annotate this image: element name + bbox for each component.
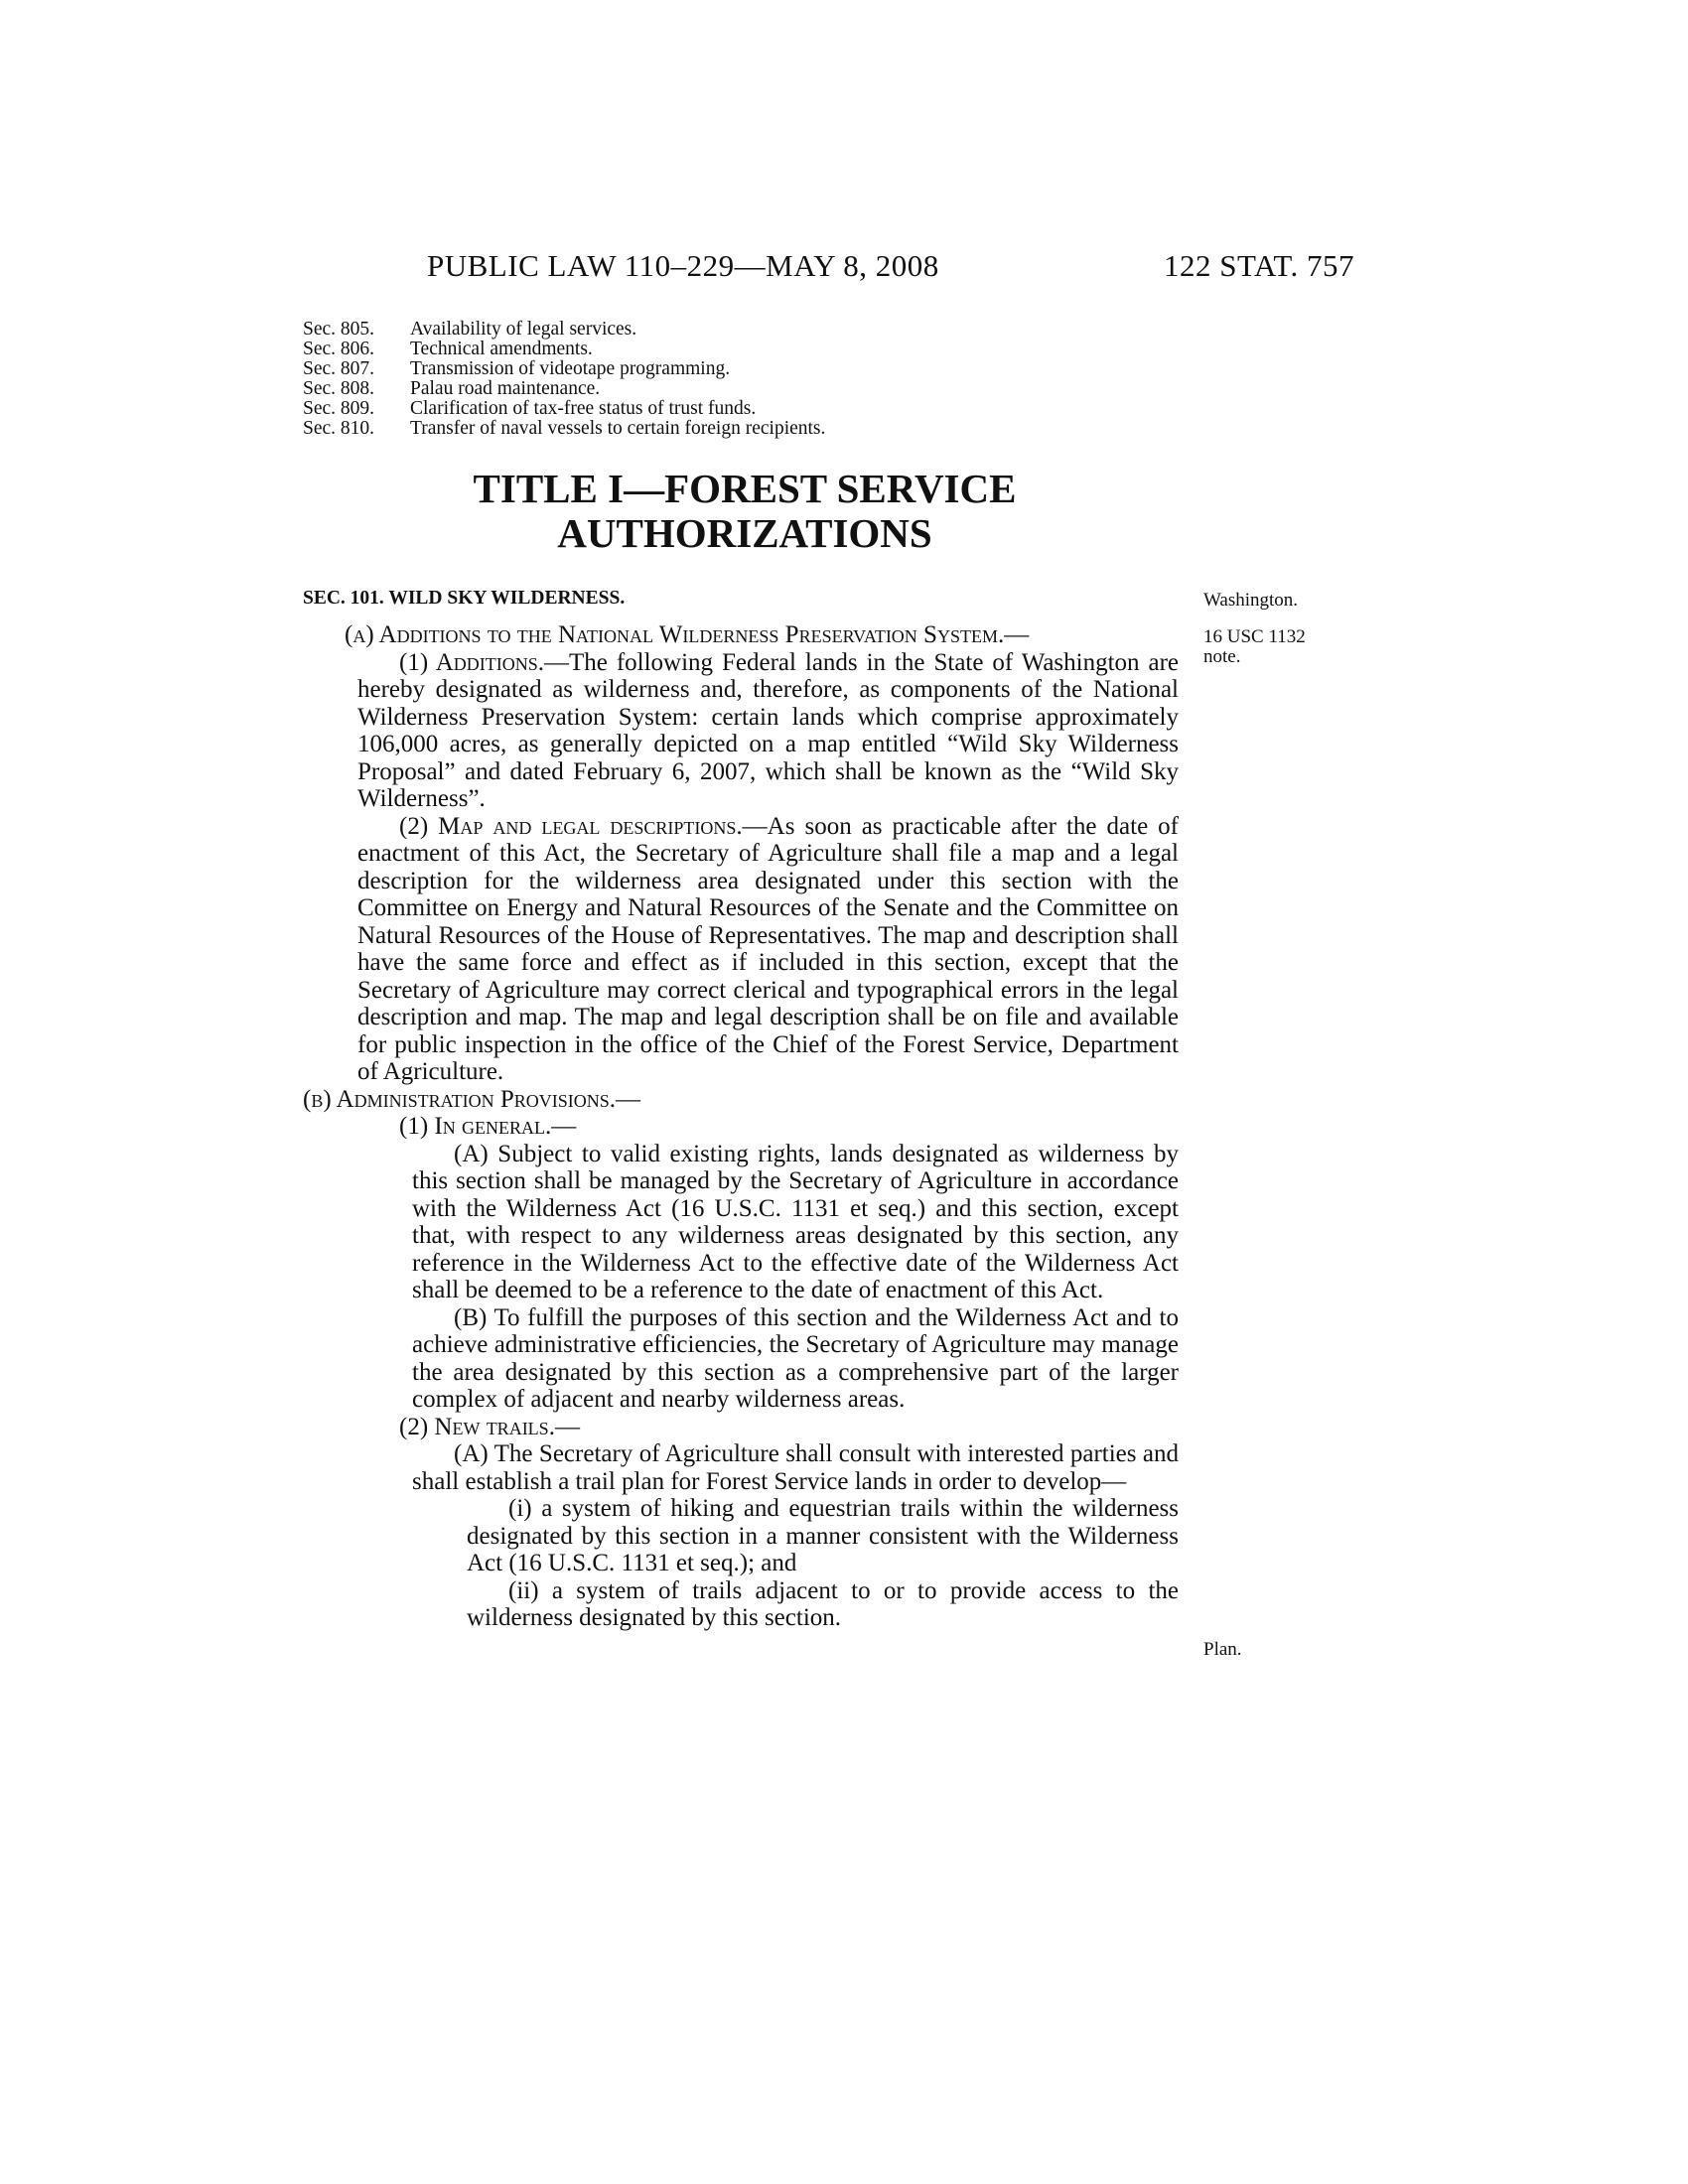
paragraph-a2: (2) Map and legal descriptions.—As soon as practicable after the date of enactment of this Act, the Secretary of Agriculture shall file a map and a legal description for the wilderness area designated under this section with the Committee on Energy and Natural Resources of the Senate and the Committee on Natural Resources of the House of Representatives. The map and description shall have the same force and effect as if included in this section, except that the Secretary of Agriculture may correct clerical and typographical errors in the legal description and map. The map and legal description shall be on file and available for public inspection in the office of the Chief of the Forest Service, Department of Agriculture. (357, 812, 1179, 1085)
section-heading: SEC. 101. WILD SKY WILDERNESS. (303, 588, 626, 609)
paragraph-b1-heading: (1) In general.— (399, 1113, 577, 1140)
subparagraph-b1B: (B) To fulfill the purposes of this section and the Wilderness Act and to achieve administrative efficiencies, the Secretary of Agriculture may manage the area designated by this section as a comprehensive part of the larger complex of adjacent and nearby wilderness areas. (412, 1303, 1179, 1413)
subsection-a-heading: (a) Additions to the National Wilderness Preservation System.— (345, 621, 1030, 648)
toc-item: Sec. 810. Transfer of naval vessels to certain foreign recipients. (303, 418, 826, 439)
clause-b2Aii: (ii) a system of trails adjacent to or to provide access to the wilderness designated by this section. (467, 1576, 1179, 1631)
toc-item: Sec. 808. Palau road maintenance. (303, 378, 601, 399)
page-stat-number: 122 STAT. 757 (1164, 248, 1355, 283)
clause-b2Ai: (i) a system of hiking and equestrian trails within the wilderness designated by this section in a manner consistent with the Wilderness Act (16 U.S.C. 1131 et seq.); and (467, 1495, 1179, 1576)
paragraph-a1: (1) Additions.—The following Federal lands in the State of Washington are hereby designated as wilderness and, therefore, as components of the National Wilderness Preservation System: certain lands which comprise approximately 106,000 acres, as generally depicted on a map entitled “Wild Sky Wilderness Proposal” and dated February 6, 2007, which shall be known as the “Wild Sky Wilderness”. (357, 648, 1179, 812)
toc-item: Sec. 807. Transmission of videotape programming. (303, 358, 731, 379)
title-heading (298, 467, 1192, 556)
running-header-title: PUBLIC LAW 110–229—MAY 8, 2008 (427, 248, 939, 283)
subsection-b-heading: (b) Administration Provisions.— (303, 1085, 640, 1113)
margin-note-plan: Plan. (1203, 1639, 1242, 1660)
table-of-contents (303, 320, 825, 439)
subparagraph-b1A: (A) Subject to valid existing rights, lands designated as wilderness by this section shall be managed by the Secretary of Agriculture in accordance with the Wilderness Act (16 U.S.C. 1131 et seq.) and this section, except that, with respect to any wilderness areas designated by this section, any reference in the Wilderness Act to the effective date of the Wilderness Act shall be deemed to be a reference to the date of enactment of this Act. (412, 1140, 1179, 1303)
paragraph-b2-heading: (2) New trails.— (399, 1413, 580, 1440)
margin-note-usc-note: note. (1203, 646, 1241, 667)
subparagraph-b2A: (A) The Secretary of Agriculture shall consult with interested parties and shall establish a trail plan for Forest Service lands in order to develop— (412, 1440, 1179, 1495)
margin-note-usc: 16 USC 1132 (1203, 626, 1306, 647)
toc-item: Sec. 809. Clarification of tax-free status of trust funds. (303, 398, 757, 419)
title-line-1: TITLE I—FOREST SERVICE (473, 466, 1017, 511)
title-line-2: AUTHORIZATIONS (557, 510, 932, 556)
toc-item: Sec. 805. Availability of legal services. (303, 319, 637, 340)
margin-note-washington: Washington. (1203, 590, 1299, 611)
toc-item: Sec. 806. Technical amendments. (303, 339, 593, 359)
section-body (303, 621, 1179, 1632)
